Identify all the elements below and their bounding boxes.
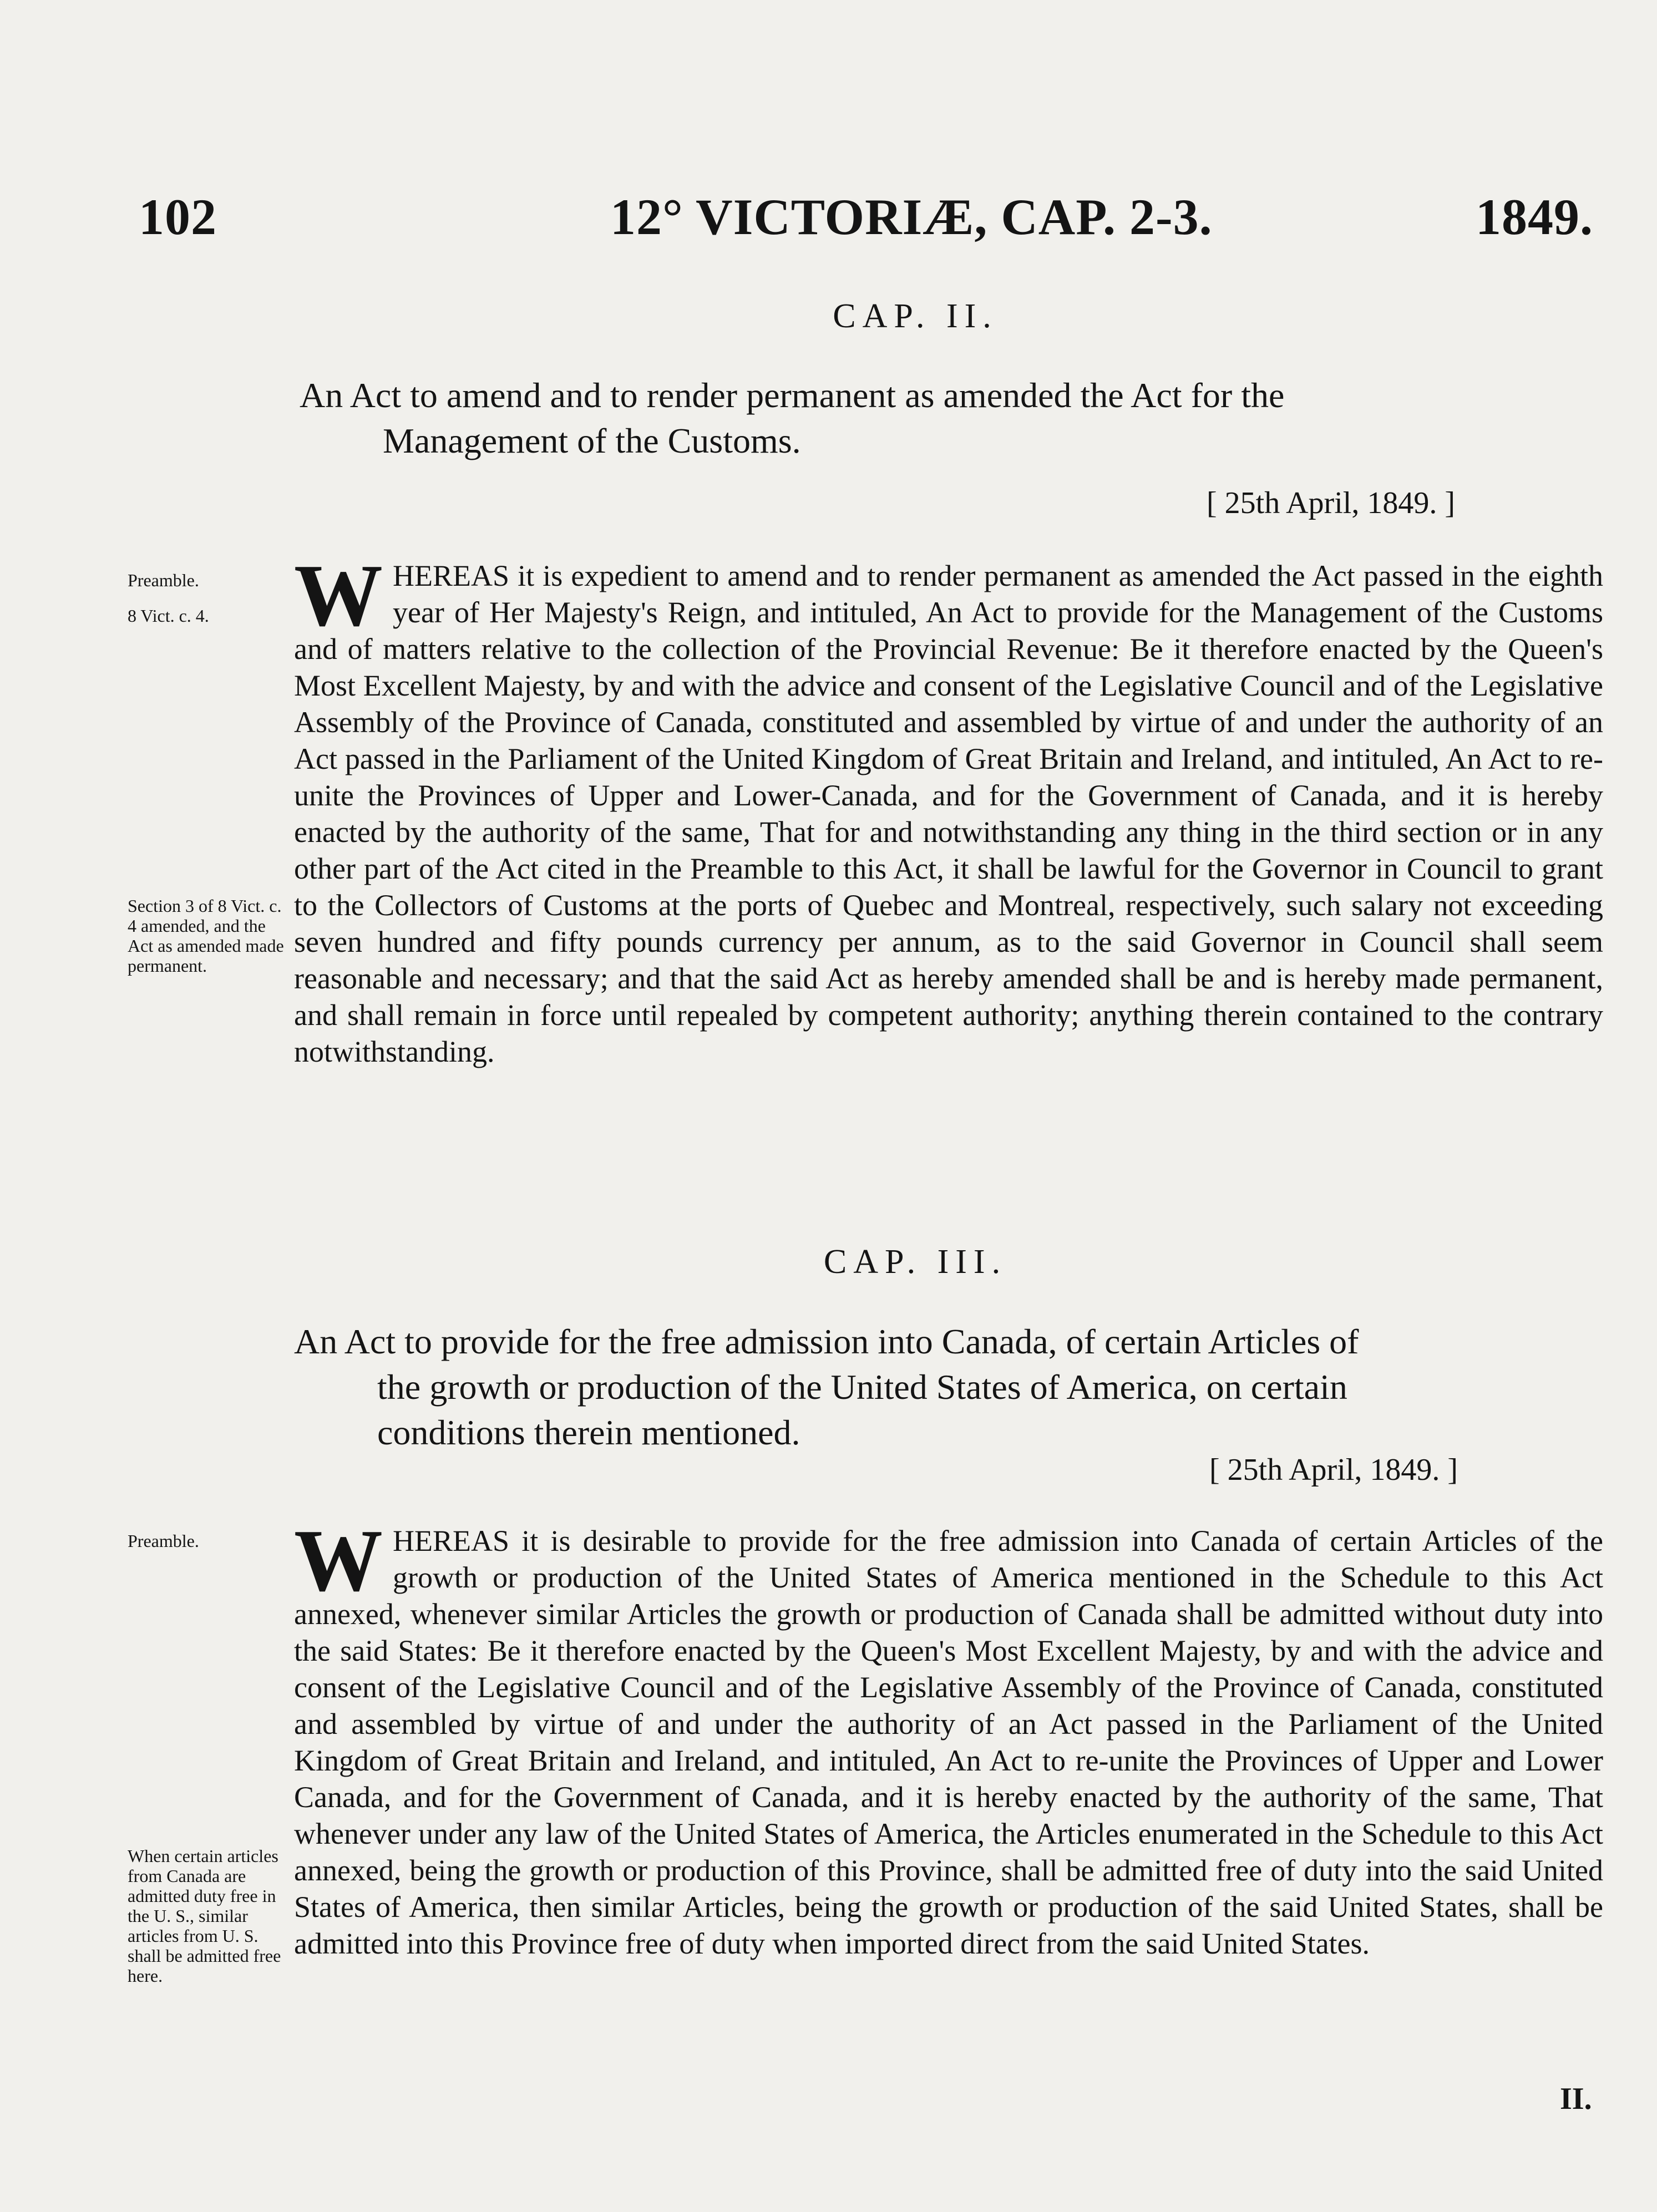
chapter-2-title [300, 373, 1284, 464]
chapter-2-margin-section: Section 3 of 8 Vict. c. 4 amended, and the Act as amended made permanent. [128, 896, 284, 976]
page-number: 102 [139, 189, 217, 245]
chapter-3-title-line-3: conditions therein mentioned. [377, 1413, 800, 1452]
chapter-2-title-line-1: An Act to amend and to render permanent as amended the Act for the [300, 376, 1285, 415]
chapter-3-body [294, 1511, 1603, 1962]
chapter-3-title-line-2: the growth or production of the United States of America, on certain [377, 1367, 1347, 1407]
chapter-3-dropcap: W [294, 1511, 383, 1610]
chapter-3-date: [ 25th April, 1849. ] [1209, 1453, 1458, 1487]
chapter-3-title [294, 1319, 1359, 1455]
chapter-3-title-line-1: An Act to provide for the free admission into Canada, of certain Articles of [294, 1322, 1359, 1361]
running-title: 12° VICTORIÆ, CAP. 2-3. [610, 189, 1213, 245]
chapter-2-date: [ 25th April, 1849. ] [1207, 486, 1455, 520]
chapter-2-margin-citation: 8 Vict. c. 4. [128, 606, 209, 626]
catchword: II. [1560, 2082, 1592, 2116]
chapter-2-dropcap: W [294, 546, 383, 645]
chapter-3-heading: CAP. III. [823, 1243, 1007, 1281]
chapter-2-body [294, 546, 1603, 1070]
chapter-2-margin-preamble: Preamble. [128, 570, 199, 590]
chapter-2-heading: CAP. II. [833, 297, 998, 335]
chapter-2-body-text: HEREAS it is expedient to amend and to render permanent as amended the Act passed in the eighth year of Her Majesty's Reign, and intituled, An Act to provide for the Management of the Customs and of matters relative to the collection of the Provincial Revenue: Be it therefore enacted by the Queen's Most Excellent Majesty, by and with the advice and consent of the Legislative Council and of the Legislative Assembly of the Province of Canada, constituted and assembled by virtue of and under the authority of an Act passed in the Parliament of the United Kingdom of Great Britain and Ireland, and intituled, An Act to re-unite the Provinces of Upper and Lower-Canada, and for the Government of Canada, and it is hereby enacted by the authority of the same, That for and notwithstanding any thing in the third section or in any other part of the Act cited in the Preamble to this Act, it shall be lawful for the Governor in Council to grant to the Collectors of Customs at the ports of Quebec and Montreal, respectively, such salary not exceeding seven hundred and fifty pounds currency per annum, as to the said Governor in Council shall seem reasonable and necessary; and that the said Act as hereby amended shall be and is hereby made permanent, and shall remain in force until repealed by competent authority; anything therein contained to the contrary notwithstanding. [294, 559, 1603, 1068]
header-year: 1849. [1476, 189, 1593, 245]
chapter-3-margin-when: When certain articles from Canada are admitted duty free in the U. S., similar articles from U. S. shall be admitted free here. [128, 1846, 281, 1986]
chapter-3-margin-preamble: Preamble. [128, 1531, 199, 1551]
chapter-3-body-text: HEREAS it is desirable to provide for the free admission into Canada of certain Articles of the growth or production of the United States of America mentioned in the Schedule to this Act annexed, whenever similar Articles the growth or production of Canada shall be admitted without duty into the said States: Be it therefore enacted by the Queen's Most Excellent Majesty, by and with the advice and consent of the Legislative Council and of the Legislative Assembly of the Province of Canada, constituted and assembled by virtue of and under the authority of an Act passed in the Parliament of the United Kingdom of Great Britain and Ireland, and intituled, An Act to re-unite the Provinces of Upper and Lower Canada, and for the Government of Canada, and it is hereby enacted by the authority of the same, That whenever under any law of the United States of America, the Articles enumerated in the Schedule to this Act annexed, being the growth or production of this Province, shall be admitted free of duty into the said United States of America, then similar Articles, being the growth or production of the said United States, shall be admitted into this Province free of duty when imported direct from the said United States. [294, 1524, 1603, 1960]
chapter-2-title-line-2: Management of the Customs. [383, 421, 801, 460]
